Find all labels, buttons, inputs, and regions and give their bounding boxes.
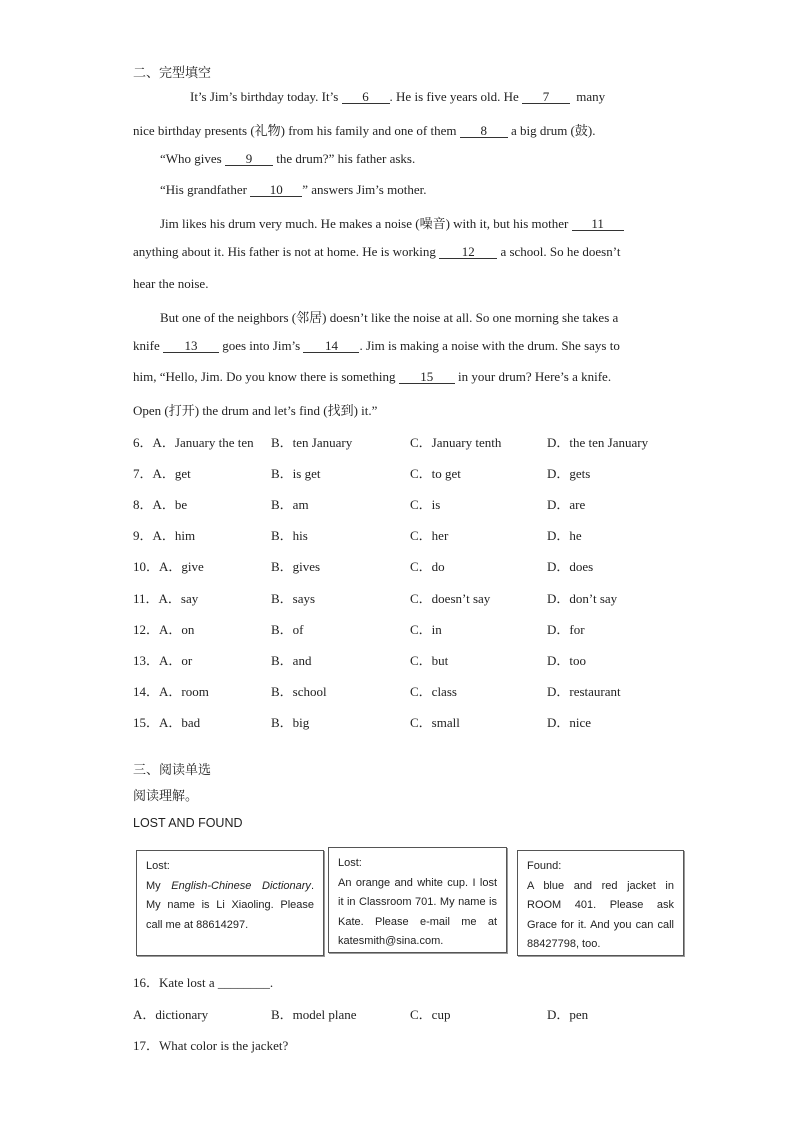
option-a[interactable]: 15．A．bad [133, 715, 201, 730]
question-17-stem: 17．What color is the jacket? [133, 1038, 289, 1053]
option-d[interactable]: D．for [547, 622, 585, 637]
blank-13: 13 [163, 339, 219, 353]
option-b[interactable]: B．big [271, 715, 310, 730]
notice-text: . My name is Li Xiaoling. Please call me at 88614297. [146, 879, 314, 931]
option-b[interactable]: B．am [271, 497, 309, 512]
passage-line-8: But one of the neighbors (邻居) doesn’t like the noise at all. So one morning she takes a [160, 310, 619, 325]
option-d[interactable]: D．are [547, 497, 586, 512]
option-b[interactable]: B．is get [271, 466, 321, 481]
option-b[interactable]: B．school [271, 684, 327, 699]
option-c[interactable]: C．but [410, 653, 449, 668]
passage-line-11: Open (打开) the drum and let’s find (找到) it.” [133, 403, 378, 418]
passage-text: nice birthday presents (礼物) from his family and one of them [133, 123, 457, 138]
notice-text: My [146, 879, 172, 892]
passage-line-9 [133, 338, 620, 354]
blank-6: 6 [342, 90, 390, 104]
passage-line-10 [133, 369, 611, 385]
notice-head: Found: [527, 860, 562, 872]
option-a[interactable]: 12．A．on [133, 622, 195, 637]
passage-line-4 [160, 182, 426, 198]
option-a[interactable]: 14．A．room [133, 684, 209, 699]
passage-text: goes into Jim’s [222, 338, 301, 353]
section-subtitle: 阅读理解。 [133, 789, 199, 804]
option-b[interactable]: B．his [271, 528, 308, 543]
passage-text: Jim likes his drum very much. He makes a noise (噪音) with it, but his mother [160, 216, 569, 231]
passage-line-1 [190, 89, 605, 105]
option-d[interactable]: D．he [547, 528, 582, 543]
q16-option-c[interactable]: C．cup [410, 1007, 451, 1022]
option-b[interactable]: B．ten January [271, 435, 353, 450]
option-d[interactable]: D．the ten January [547, 435, 649, 450]
lost-and-found-heading: LOST AND FOUND [133, 816, 243, 830]
notice-head: Lost: [338, 857, 362, 869]
section-title-reading: 三、阅读单选 [133, 763, 212, 778]
option-c[interactable]: C．January tenth [410, 435, 502, 450]
q16-option-d[interactable]: D．pen [547, 1007, 589, 1022]
passage-line-6 [133, 244, 620, 260]
option-c[interactable]: C．is [410, 497, 441, 512]
option-b[interactable]: B．and [271, 653, 312, 668]
passage-text: the drum?” his father asks. [276, 151, 416, 166]
notice-text-italic: English-Chinese Dictionary [171, 879, 311, 892]
option-d[interactable]: D．does [547, 559, 594, 574]
blank-11: 11 [572, 217, 624, 231]
option-c[interactable]: C．her [410, 528, 449, 543]
blank-9: 9 [225, 152, 273, 166]
option-c[interactable]: C．to get [410, 466, 461, 481]
option-c[interactable]: C．in [410, 622, 442, 637]
notice-lost-cup [328, 847, 507, 953]
blank-14: 14 [303, 339, 359, 353]
notice-text: An orange and white cup. I lost it in Classroom 701. My name is Kate. Please e-mail me at katesmith@sina.com. [338, 876, 497, 947]
passage-text: knife [133, 338, 160, 353]
option-d[interactable]: D．restaurant [547, 684, 621, 699]
option-a[interactable]: 10．A．give [133, 559, 204, 574]
passage-line-5 [160, 213, 624, 232]
passage-text: . Jim is making a noise with the drum. She says to [359, 338, 620, 353]
notice-text: A blue and red jacket in ROOM 401. Please ask Grace for it. And you can call 88427798, too. [527, 879, 674, 950]
option-a[interactable]: 8．A．be [133, 497, 188, 512]
passage-text: a big drum (鼓). [510, 123, 596, 138]
blank-12: 12 [439, 245, 497, 259]
option-b[interactable]: B．says [271, 591, 316, 606]
passage-text: It’s Jim’s birthday today. It’s [190, 89, 339, 104]
notice-found-jacket [517, 850, 684, 956]
passage-text: anything about it. His father is not at home. He is working [133, 244, 436, 259]
passage-text: him, “Hello, Jim. Do you know there is something [133, 369, 396, 384]
passage-line-3 [160, 151, 415, 167]
passage-text: in your drum? Here’s a knife. [458, 369, 612, 384]
option-c[interactable]: C．class [410, 684, 457, 699]
option-d[interactable]: D．don’t say [547, 591, 618, 606]
blank-10: 10 [250, 183, 302, 197]
option-c[interactable]: C．doesn’t say [410, 591, 491, 606]
option-d[interactable]: D．too [547, 653, 587, 668]
passage-text: “Who gives [160, 151, 222, 166]
passage-text: . He is five years old. He [389, 89, 519, 104]
option-b[interactable]: B．of [271, 622, 304, 637]
notice-lost-dictionary [136, 850, 324, 956]
question-16-stem: 16．Kate lost a ________. [133, 975, 274, 990]
passage-text: a school. So he doesn’t [500, 244, 621, 259]
option-c[interactable]: C．small [410, 715, 460, 730]
q16-option-b[interactable]: B．model plane [271, 1007, 357, 1022]
option-d[interactable]: D．gets [547, 466, 591, 481]
passage-text: “His grandfather [160, 182, 247, 197]
option-d[interactable]: D．nice [547, 715, 592, 730]
option-a[interactable]: 13．A．or [133, 653, 193, 668]
passage-line-7: hear the noise. [133, 276, 209, 291]
option-c[interactable]: C．do [410, 559, 445, 574]
option-b[interactable]: B．gives [271, 559, 321, 574]
option-a[interactable]: 9．A．him [133, 528, 196, 543]
blank-8: 8 [460, 124, 508, 138]
blank-15: 15 [399, 370, 455, 384]
passage-line-2 [133, 120, 595, 139]
option-a[interactable]: 6．A．January the ten [133, 435, 254, 450]
passage-text: ” answers Jim’s mother. [302, 182, 427, 197]
notice-head: Lost: [146, 860, 170, 872]
blank-7: 7 [522, 90, 570, 104]
option-a[interactable]: 11．A．say [133, 591, 199, 606]
passage-text: many [576, 89, 606, 104]
q16-option-a[interactable]: A．dictionary [133, 1007, 209, 1022]
option-a[interactable]: 7．A．get [133, 466, 191, 481]
section-title-cloze: 二、完型填空 [133, 66, 212, 81]
